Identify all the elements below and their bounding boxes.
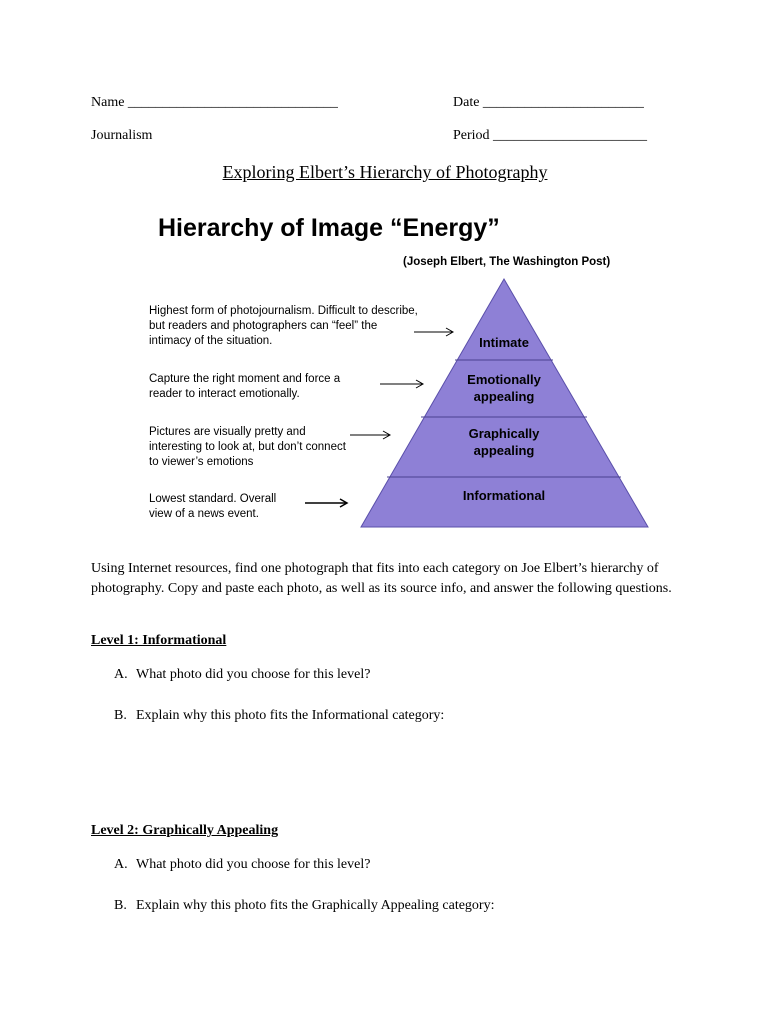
question-text: Explain why this photo fits the Informational category: — [136, 708, 445, 723]
pyramid-label-graphically-appealing: Graphically appealing — [468, 426, 540, 458]
arrow-informational — [305, 499, 347, 507]
course-label: Journalism — [91, 128, 153, 143]
question-level-1-b — [114, 708, 444, 724]
question-level-2-b — [114, 898, 494, 914]
question-level-1-a — [114, 667, 370, 683]
question-letter: A. — [114, 667, 128, 682]
pyramid-label-intimate: Intimate — [479, 335, 529, 350]
description-graphically-appealing: Pictures are visually pretty and interesting to look at, but don’t connect to viewer’s emotions — [149, 426, 346, 468]
figure-heading: Hierarchy of Image “Energy” — [158, 214, 500, 242]
page-title: Exploring Elbert’s Hierarchy of Photography — [222, 162, 548, 182]
question-letter: B. — [114, 898, 127, 913]
pyramid-label-informational: Informational — [462, 488, 546, 503]
question-text: Explain why this photo fits the Graphically Appealing category: — [136, 898, 495, 913]
name-field-label: Name ______________________________ — [91, 95, 338, 110]
description-informational: Lowest standard. Overall view of a news event. — [149, 493, 277, 520]
description-emotionally-appealing: Capture the right moment and force a reader to interact emotionally. — [149, 373, 341, 400]
question-letter: B. — [114, 708, 127, 723]
pyramid-label-emotionally-appealing: Emotionally appealing — [467, 372, 541, 404]
period-field-label: Period ______________________ — [453, 128, 648, 143]
arrow-emotionally-appealing — [380, 380, 423, 388]
description-intimate: Highest form of photojournalism. Difficult to describe, but readers and photographers can “feel” the intimacy of the situation. — [149, 305, 418, 347]
section-heading-level-2: Level 2: Graphically Appealing — [91, 823, 279, 838]
question-level-2-a — [114, 857, 370, 873]
question-text: What photo did you choose for this level? — [136, 667, 371, 682]
arrow-intimate — [414, 328, 453, 336]
arrow-graphically-appealing — [350, 431, 390, 439]
instructions-paragraph: Using Internet resources, find one photograph that fits into each category on Joe Elbert’s hierarchy of photography. Copy and paste each photo, as well as its source info, and answer the following questions. — [91, 561, 672, 596]
date-field-label: Date _______________________ — [453, 95, 644, 110]
section-heading-level-1: Level 1: Informational — [91, 633, 227, 648]
figure-credit: (Joseph Elbert, The Washington Post) — [403, 256, 611, 268]
question-letter: A. — [114, 857, 128, 872]
question-text: What photo did you choose for this level? — [136, 857, 371, 872]
